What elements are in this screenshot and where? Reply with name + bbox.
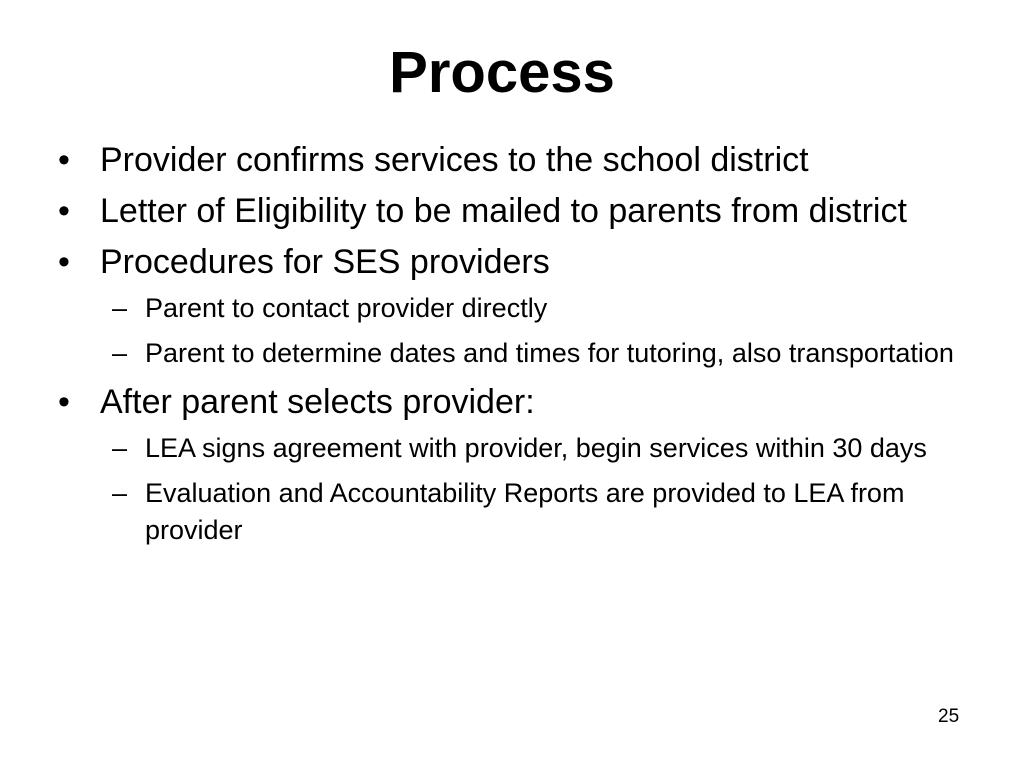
bullet-icon: • <box>58 243 70 281</box>
dash-icon: – <box>112 338 128 368</box>
bullet-item <box>58 380 958 424</box>
bullet-icon: • <box>58 141 70 179</box>
bullet-icon: • <box>58 383 70 421</box>
dash-icon: – <box>112 293 128 323</box>
sub-bullet-item <box>112 335 958 372</box>
bullet-item <box>58 189 958 233</box>
sub-bullet-text: Parent to contact provider directly <box>145 293 548 323</box>
bullet-icon: • <box>58 192 70 230</box>
dash-icon: – <box>112 433 128 463</box>
dash-icon: – <box>112 478 128 508</box>
bullet-item <box>58 138 958 182</box>
bullet-text: Provider confirms services to the school district <box>100 141 809 179</box>
sub-bullet-item <box>112 475 958 549</box>
slide-title: Process <box>389 40 615 105</box>
sub-bullet-item <box>112 430 958 467</box>
bullet-text: After parent selects provider: <box>100 383 535 421</box>
sub-bullet-item <box>112 290 958 327</box>
bullet-text: Procedures for SES providers <box>100 243 550 281</box>
slide-body <box>58 138 958 557</box>
sub-bullet-text: Parent to determine dates and times for tutoring, also transportation <box>145 338 954 368</box>
bullet-item <box>58 240 958 284</box>
page-number: 25 <box>938 706 960 727</box>
bullet-text: Letter of Eligibility to be mailed to parents from district <box>100 192 907 230</box>
sub-bullet-text: LEA signs agreement with provider, begin services within 30 days <box>145 433 927 463</box>
sub-bullet-text: Evaluation and Accountability Reports are provided to LEA from provider <box>145 478 905 545</box>
